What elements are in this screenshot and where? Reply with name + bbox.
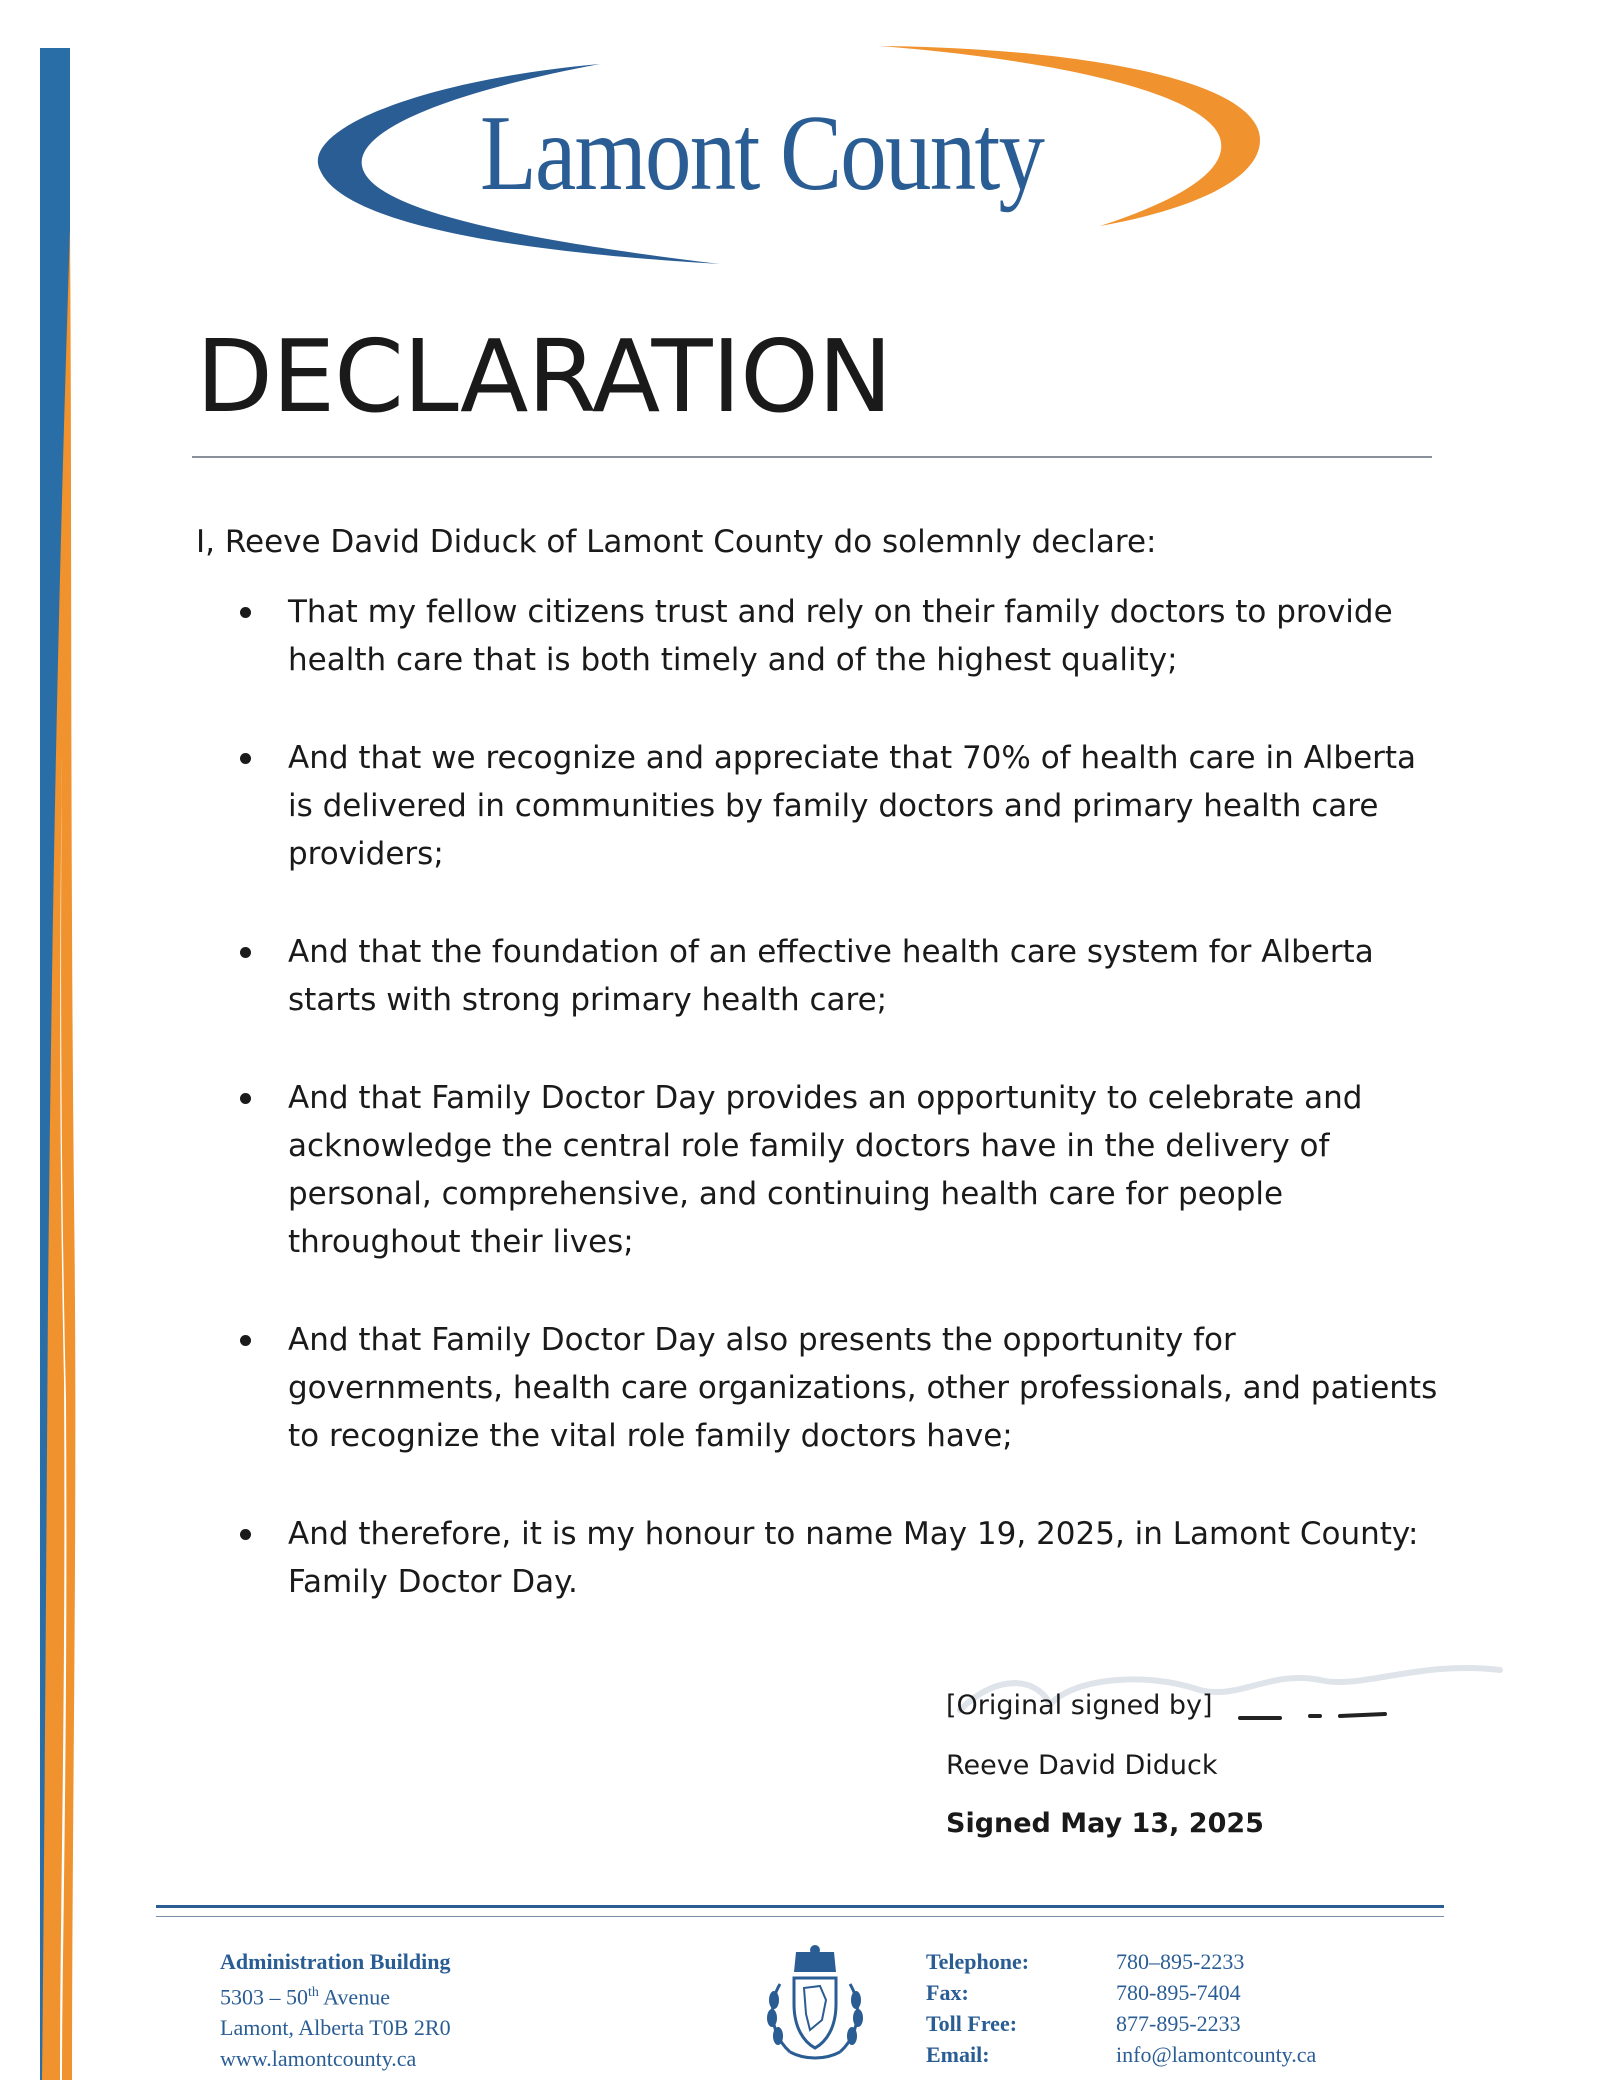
signatory-name: Reeve David Diduck [946,1750,1218,1781]
declaration-item: And that we recognize and appreciate that 70% of health care in Alberta is delivered in communities by family doctors and primary health care providers; [236,734,1446,878]
footer-address [220,1946,451,2074]
toll-free-value: 877-895-2233 [1116,2011,1241,2036]
logo-wordmark: Lamont County [480,94,1044,213]
footer-building: Administration Building [220,1949,451,1974]
county-seal-icon [760,1944,870,2066]
declaration-item: And that the foundation of an effective health care system for Alberta starts with strong primary health care; [236,928,1446,1024]
declaration-item: And therefore, it is my honour to name May 19, 2025, in Lamont County: Family Doctor Day. [236,1510,1446,1606]
footer-contact-labels [926,1946,1029,2070]
side-stripe-decoration [0,0,80,2096]
fax-label: Fax: [926,1980,969,2005]
title-divider [192,456,1432,458]
original-signed-note: [Original signed by] [946,1690,1213,1721]
footer-website[interactable]: www.lamontcounty.ca [220,2046,417,2072]
footer-divider-thin [156,1916,1444,1917]
page-title: DECLARATION [196,318,892,435]
footer-divider [156,1905,1444,1908]
email-label: Email: [926,2042,990,2067]
signature-date: Signed May 13, 2025 [946,1808,1264,1839]
toll-free-label: Toll Free: [926,2011,1018,2036]
fax-value: 780-895-7404 [1116,1980,1241,2005]
footer-street: 5303 – 50th Avenue [220,1984,390,2010]
telephone-label: Telephone: [926,1949,1030,1974]
declaration-item: And that Family Doctor Day also presents the opportunity for governments, health care organizations, other professionals, and patients to recognize the vital role family doctors have; [236,1316,1446,1460]
footer-city: Lamont, Alberta T0B 2R0 [220,2015,451,2041]
email-value[interactable]: info@lamontcounty.ca [1116,2042,1317,2067]
declaration-item: That my fellow citizens trust and rely on their family doctors to provide health care that is both timely and of the highest quality; [236,588,1446,684]
declaration-list [236,588,1446,1656]
footer-contact-values [1116,1946,1316,2070]
telephone-value: 780–895-2233 [1116,1949,1245,1974]
declaration-item: And that Family Doctor Day provides an opportunity to celebrate and acknowledge the central role family doctors have in the delivery of personal, comprehensive, and continuing health care for people throughout their lives; [236,1074,1446,1266]
declaration-intro: I, Reeve David Diduck of Lamont County do solemnly declare: [196,524,1157,560]
